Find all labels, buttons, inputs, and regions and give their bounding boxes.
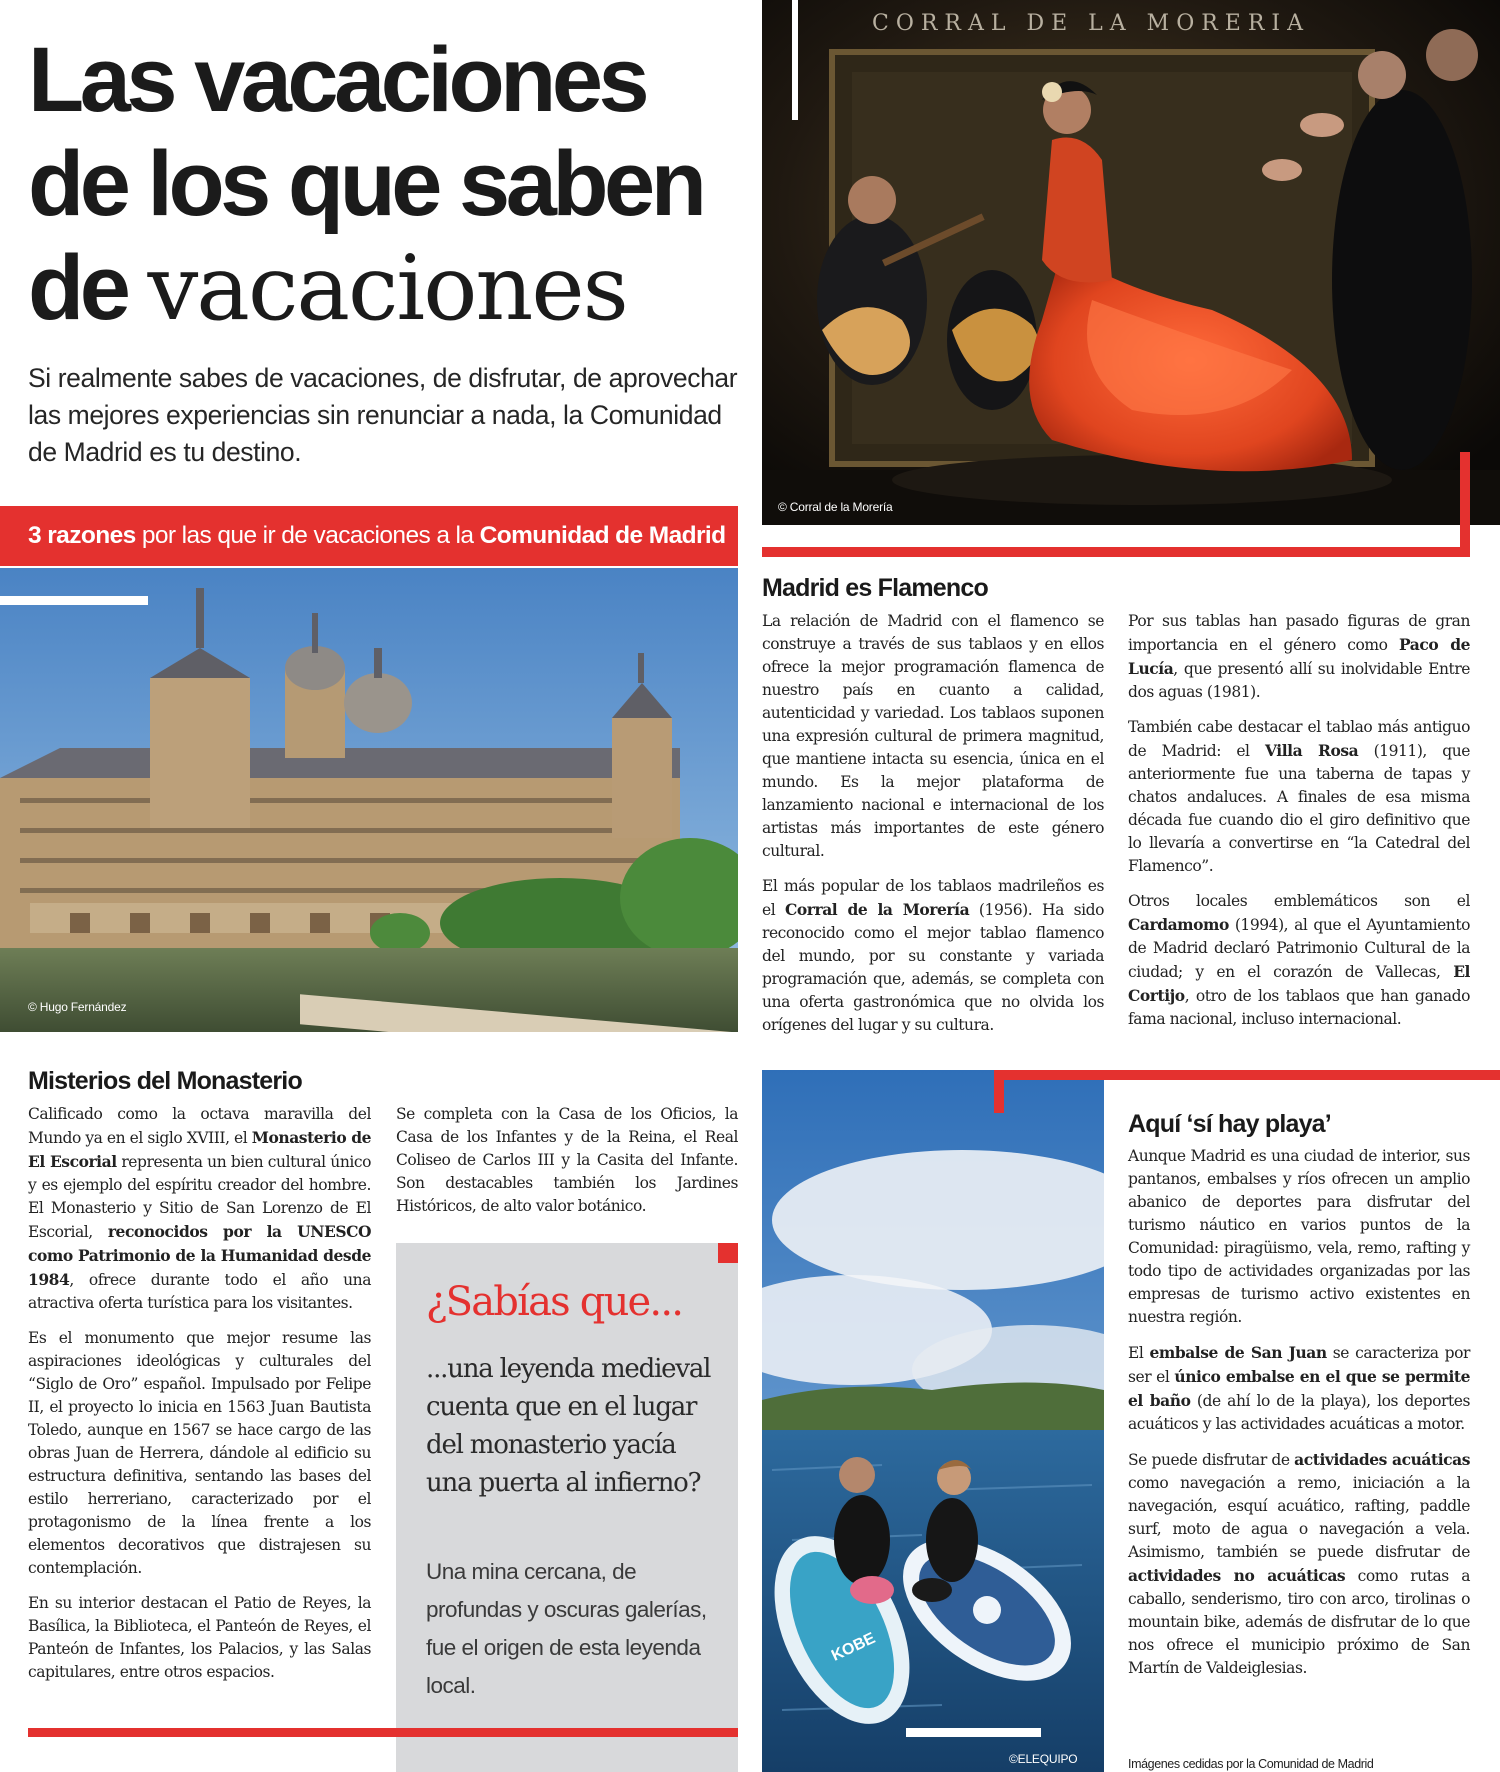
board-text: KOBE xyxy=(828,1629,879,1665)
text-span: , ofrece durante todo el año una atractiva oferta turística para los visitantes. xyxy=(28,1271,371,1312)
water-photo-credit: ©ELEQUIPO xyxy=(1009,1752,1078,1766)
red-rule-bottom-left xyxy=(28,1728,738,1737)
flamenco-col2-p1 xyxy=(1128,610,1470,704)
playa-p2 xyxy=(1128,1341,1470,1436)
did-you-know-title: ¿Sabías que... xyxy=(426,1279,683,1325)
flamenco-photo-credit: © Corral de la Morería xyxy=(778,500,893,514)
text-span: Otros locales emblemáticos son el xyxy=(1128,892,1470,910)
white-rule-monastery xyxy=(0,596,148,605)
bold-span: Corral de la Morería xyxy=(784,900,970,919)
text-span: (1911), que anteriormente fue una taberna de tapas y chatos andaluces. A finales de esa misma década fue cuando dio el giro definitivo que lo llevaría a convertirse en “la Catedral del Flamenco”. xyxy=(1128,742,1470,875)
playa-p1: Aunque Madrid es una ciudad de interior, sus pantanos, embalses y ríos ofrecen un amplio abanico de deportes para disfrutar del turismo náutico en varios puntos de la Comunidad: piragüismo, vela, remo, rafting y todo tipo de actividades organizadas por las empresas de turismo activo existentes en nuestra región. xyxy=(1128,1147,1470,1326)
red-rule-playa-v xyxy=(994,1070,1004,1113)
bold-span: Paco de Lucía xyxy=(1128,635,1470,678)
playa-col xyxy=(1128,1145,1470,1692)
did-you-know-question: ...una leyenda medieval cuenta que en el lugar del monasterio yacía una puerta al infierno? xyxy=(426,1354,711,1498)
headline-line-3 xyxy=(28,236,748,341)
bold-span: El Cortijo xyxy=(1128,962,1470,1005)
text-span: , que presentó allí su inolvidable Entre dos aguas (1981). xyxy=(1128,660,1470,701)
flamenco-col1-p1: La relación de Madrid con el flamenco se construye a través de sus tablaos y en ellos ofrece la mejor programación flamenca de nuestro país en cuanto a calidad, autenticidad y variedad. Los tablaos suponen una expresión cultural de primera magnitud, que mantiene intacta su esencia, única en el mundo. Es la mejor plataforma de lanzamiento nacional e internacional de los artistas más importantes de este género cultural. xyxy=(762,612,1104,860)
monasterio-col-1 xyxy=(28,1103,371,1696)
playa-p3 xyxy=(1128,1448,1470,1680)
text-span: como navegación a remo, iniciación a la navegación, esquí acuático, rafting, paddle surf, moto de agua o navegación a vela. Asimismo, también se puede disfrutar de xyxy=(1128,1474,1470,1561)
red-rule-playa-h xyxy=(994,1070,1500,1080)
red-rule-flamenco-h xyxy=(762,547,1470,557)
red-rule-flamenco-v xyxy=(1460,452,1470,557)
monasterio-col-2 xyxy=(396,1103,738,1230)
flamenco-photo xyxy=(762,0,1500,525)
monasterio-col1-p3: En su interior destacan el Patio de Reyes, la Basílica, la Biblioteca, el Panteón de Reyes, el Panteón de Infantes, los Palacios, y las Salas capitulares, entre otros espacios. xyxy=(28,1594,371,1681)
flamenco-col2-p3 xyxy=(1128,890,1470,1031)
text-span: se caracteriza por ser el xyxy=(1128,1344,1470,1386)
text-span: como rutas a caballo, senderismo, tiro con arco, tirolinas o mountain bike, además de disfrutar de lo que nos ofrece el municipio próximo de San Martín de Valdeiglesias. xyxy=(1128,1567,1470,1677)
monasterio-col1-p2: Es el monumento que mejor resume las aspiraciones ideológicas y culturales del “Siglo de Oro” español. Impulsado por Felipe II, el proyecto lo inicia en 1563 Juan Bautista Toledo, aunque en 1567 se hace cargo de las obras Juan de Herrera, dándole al edificio su estructura definitiva, sentando las bases del estilo herreriano, caracterizado por el protagonismo de la línea frente a los elementos decorativos que distrajesen su contemplación. xyxy=(28,1329,371,1577)
headline-line-1: Las vacaciones xyxy=(28,29,646,131)
flamenco-title: Madrid es Flamenco xyxy=(762,574,988,602)
red-corner-square xyxy=(718,1243,738,1263)
bold-span: Villa Rosa xyxy=(1264,741,1359,760)
bold-span: actividades no acuáticas xyxy=(1128,1566,1346,1585)
flamenco-col1-p2 xyxy=(762,875,1104,1037)
headline-line-2: de los que saben xyxy=(28,133,703,235)
text-span: , otro de los tablaos que han ganado fama nacional, incluso internacional. xyxy=(1128,987,1470,1028)
monasterio-col1-p1 xyxy=(28,1103,371,1315)
text-span: El xyxy=(1128,1344,1150,1362)
did-you-know-box xyxy=(396,1243,738,1772)
headline xyxy=(28,28,748,341)
bold-span: Monasterio de El Escorial xyxy=(28,1128,371,1171)
flamenco-col-2 xyxy=(1128,610,1470,1043)
text-span: (1956). Ha sido reconocido como el mejor tablao flamenco del mundo, por su constante y variada programación que, además, se completa con una oferta gastronómica que no olvida los orígenes del lugar y su cultura. xyxy=(762,901,1104,1034)
monasterio-col2-p1: Se completa con la Casa de los Oficios, la Casa de los Infantes y de la Reina, el Real Coliseo de Carlos III y la Casita del Infante. Son destacables también los Jardines Históricos, de alto valor botánico. xyxy=(396,1105,738,1215)
banner-middle: por las que ir de vacaciones a la xyxy=(135,522,480,549)
flamenco-col-1 xyxy=(762,610,1104,1049)
white-rule-water xyxy=(906,1728,1041,1737)
monastery-photo-credit: © Hugo Fernández xyxy=(28,1000,127,1014)
text-span: (1994), al que el Ayuntamiento de Madrid declaró Patrimonio Cultural de la ciudad; y en el corazón de Vallecas, xyxy=(1128,916,1470,981)
water-sports-photo xyxy=(762,1070,1104,1772)
text-span: También cabe destacar el tablao más antiguo de Madrid: el xyxy=(1128,718,1470,760)
reasons-banner xyxy=(0,506,738,566)
banner-bold-end: Comunidad de Madrid xyxy=(479,522,726,549)
image-credit-footnote: Imágenes cedidas por la Comunidad de Madrid xyxy=(1128,1757,1374,1771)
flamenco-col2-p2 xyxy=(1128,716,1470,878)
text-span: (de ahí lo de la playa), los deportes acuáticos y las actividades acuáticas a motor. xyxy=(1128,1392,1470,1433)
headline-line-3-sans: de xyxy=(28,237,127,339)
text-span: El más popular de los tablaos madrileños es el xyxy=(762,877,1104,919)
flamenco-sign: CORRAL DE LA MORERIA xyxy=(872,11,1310,36)
monasterio-title: Misterios del Monasterio xyxy=(28,1067,302,1095)
bold-span: actividades acuáticas xyxy=(1294,1450,1470,1469)
monastery-photo xyxy=(0,568,738,1032)
bold-span: reconocidos por la UNESCO como Patrimonio de la Humanidad desde 1984 xyxy=(28,1222,372,1289)
headline-line-3-serif: vacaciones xyxy=(147,236,627,341)
text-span: representa un bien cultural único y es ejemplo del espíritu creador del hombre. El Monasterio y Sitio de San Lorenzo de El Escorial, xyxy=(28,1153,371,1241)
did-you-know-answer: Una mina cercana, de profundas y oscuras galerías, fue el origen de esta leyenda local. xyxy=(426,1559,707,1698)
bold-span: embalse de San Juan xyxy=(1149,1343,1327,1362)
banner-bold-start: 3 razones xyxy=(28,522,136,549)
bold-span: Cardamomo xyxy=(1128,915,1229,934)
bold-span: único embalse en el que se permite el baño xyxy=(1128,1367,1471,1410)
text-span: Se puede disfrutar de xyxy=(1128,1451,1295,1469)
text-span: Por sus tablas han pasado figuras de gran importancia en el género como xyxy=(1128,612,1470,654)
playa-title: Aquí ‘sí hay playa’ xyxy=(1128,1110,1331,1138)
text-span: Calificado como la octava maravilla del Mundo ya en el siglo XVIII, el xyxy=(28,1105,371,1147)
intro-text: Si realmente sabes de vacaciones, de disfrutar, de aprovechar las mejores experiencias sin renunciar a nada, la Comunidad de Madrid es tu destino. xyxy=(28,363,738,467)
